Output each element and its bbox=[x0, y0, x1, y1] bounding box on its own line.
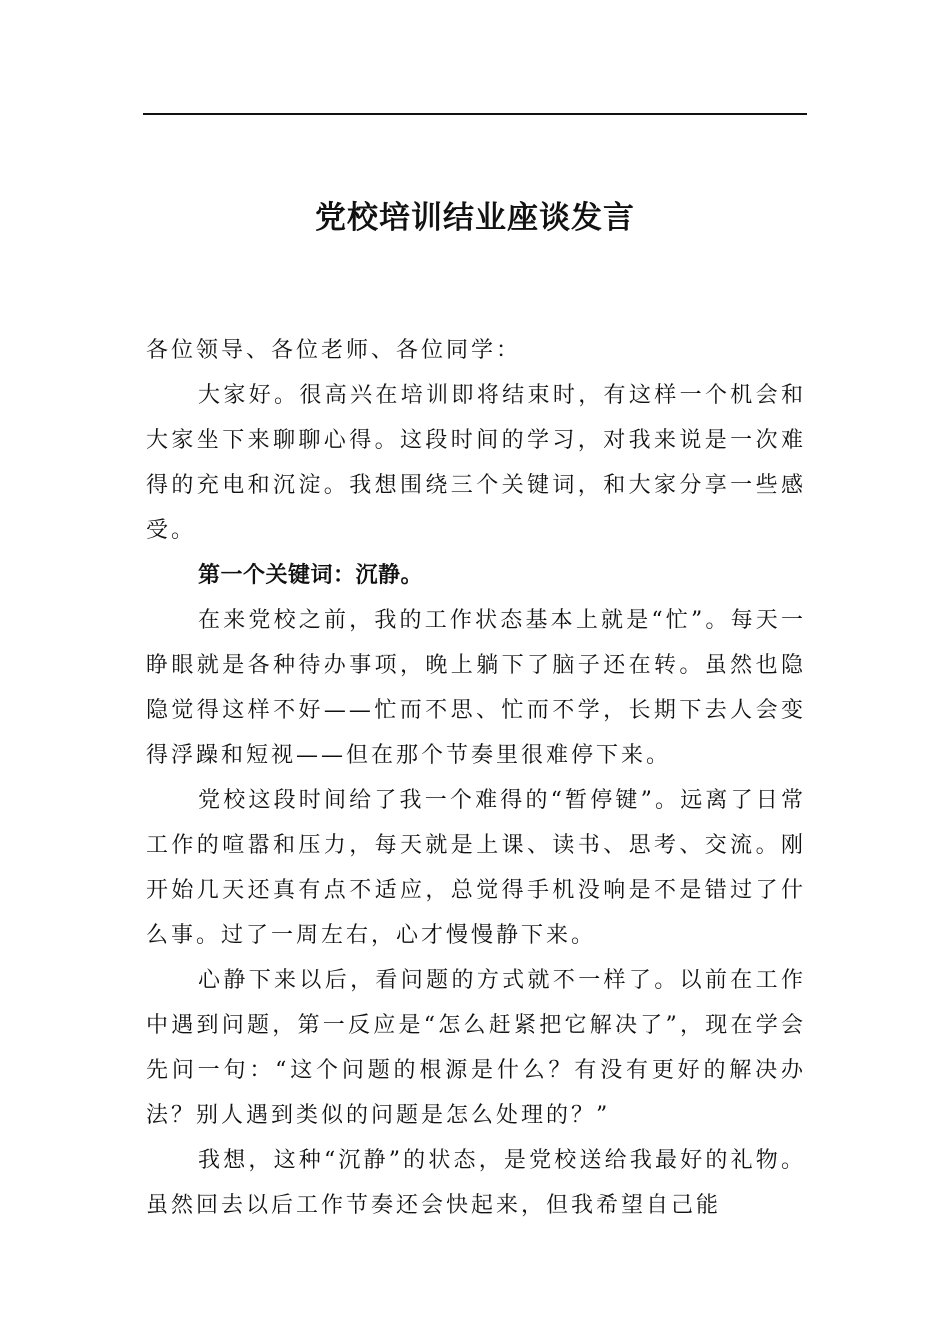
paragraph-pause-key: 党校这段时间给了我一个难得的“暂停键”。远离了日常工作的喧嚣和压力，每天就是上课、读书、思考、交流。刚开始几天还真有点不适应，总觉得手机没响是不是错过了什么事。过了一周左右，心才慢慢静下来。 bbox=[146, 788, 806, 948]
paragraph-calm-gift: 我想，这种“沉静”的状态，是党校送给我最好的礼物。虽然回去以后工作节奏还会快起来，但我希望自己能 bbox=[146, 1148, 806, 1218]
section-heading-keyword-1: 第一个关键词：沉静。 bbox=[198, 563, 424, 588]
paragraph-busy-state: 在来党校之前，我的工作状态基本上就是“忙”。每天一睁眼就是各种待办事项，晚上躺下了脑子还在转。虽然也隐隐觉得这样不好——忙而不思、忙而不学，长期下去人会变得浮躁和短视——但在那个节奏里很难停下来。 bbox=[146, 608, 806, 768]
document-body bbox=[146, 328, 806, 1228]
document-title: 党校培训结业座谈发言 bbox=[315, 200, 635, 236]
paragraph-greeting: 大家好。很高兴在培训即将结束时，有这样一个机会和大家坐下来聊聊心得。这段时间的学习，对我来说是一次难得的充电和沉淀。我想围绕三个关键词，和大家分享一些感受。 bbox=[146, 383, 806, 543]
salutation: 各位领导、各位老师、各位同学： bbox=[146, 338, 522, 363]
paragraph-new-perspective: 心静下来以后，看问题的方式就不一样了。以前在工作中遇到问题，第一反应是“怎么赶紧把它解决了”，现在学会先问一句：“这个问题的根源是什么？有没有更好的解决办法？别人遇到类似的问题是怎么处理的？” bbox=[146, 968, 806, 1128]
header-rule bbox=[143, 113, 807, 115]
